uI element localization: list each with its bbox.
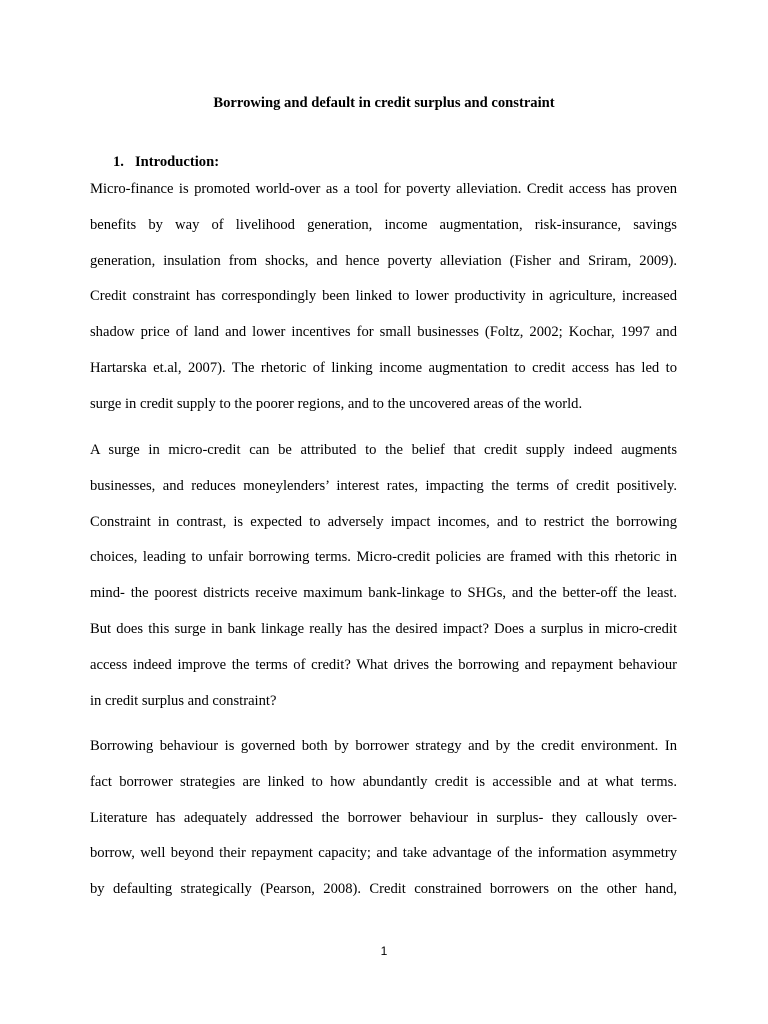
paragraph-3 bbox=[90, 729, 677, 908]
page-number: 1 bbox=[380, 944, 388, 958]
paragraph-line: shadow price of land and lower incentives for small businesses (Foltz, 2002; Kochar, 1997 and bbox=[90, 324, 677, 341]
section-number: 1. bbox=[113, 154, 124, 170]
paragraph-line: Micro-finance is promoted world-over as a tool for poverty alleviation. Credit access has proven bbox=[90, 181, 677, 197]
paragraph-line: Constraint in contrast, is expected to adversely impact incomes, and to restrict the borrowing bbox=[90, 513, 677, 530]
paragraph-line: fact borrower strategies are linked to how abundantly credit is accessible and at what terms. bbox=[90, 773, 677, 790]
paragraph-line: mind- the poorest districts receive maximum bank-linkage to SHGs, and the better-off the least. bbox=[90, 585, 677, 602]
paragraph-line: But does this surge in bank linkage really has the desired impact? Does a surplus in micro-credit bbox=[90, 620, 677, 637]
paper-title: Borrowing and default in credit surplus and constraint bbox=[213, 95, 555, 111]
section-heading bbox=[113, 153, 219, 171]
paragraph-line: Credit constraint has correspondingly been linked to lower productivity in agriculture, increased bbox=[90, 288, 677, 305]
paragraph-2 bbox=[90, 433, 677, 719]
paragraph-line: Hartarska et.al, 2007). The rhetoric of linking income augmentation to credit access has led to bbox=[90, 359, 677, 376]
paragraph-line: access indeed improve the terms of credit? What drives the borrowing and repayment behaviour bbox=[90, 656, 677, 673]
paragraph-line: A surge in micro-credit can be attributed to the belief that credit supply indeed augments bbox=[90, 442, 677, 458]
paragraph-line: in credit surplus and constraint? bbox=[90, 692, 277, 709]
paragraph-line: Borrowing behaviour is governed both by borrower strategy and by the credit environment. In bbox=[90, 738, 677, 754]
paragraph-line: generation, insulation from shocks, and hence poverty alleviation (Fisher and Sriram, 2009). bbox=[90, 252, 677, 269]
paragraph-line: by defaulting strategically (Pearson, 2008). Credit constrained borrowers on the other hand, bbox=[90, 881, 677, 898]
section-heading-text: Introduction: bbox=[135, 154, 220, 170]
paragraph-line: borrow, well beyond their repayment capacity; and take advantage of the information asymmetry bbox=[90, 845, 677, 862]
paragraph-line: Literature has adequately addressed the borrower behaviour in surplus- they callously over- bbox=[90, 809, 677, 826]
paragraph-line: benefits by way of livelihood generation, income augmentation, risk-insurance, savings bbox=[90, 216, 677, 233]
paragraph-line: businesses, and reduces moneylenders’ interest rates, impacting the terms of credit positively. bbox=[90, 477, 677, 494]
paragraph-line: choices, leading to unfair borrowing terms. Micro-credit policies are framed with this rhetoric in bbox=[90, 549, 677, 566]
paragraph-1 bbox=[90, 172, 677, 423]
paragraph-line: surge in credit supply to the poorer regions, and to the uncovered areas of the world. bbox=[90, 395, 583, 412]
